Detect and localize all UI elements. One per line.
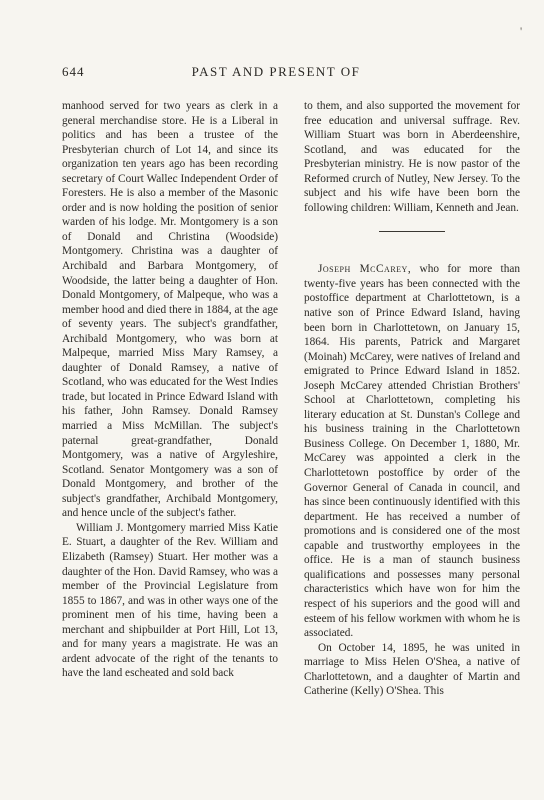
biography-name: Joseph McCarey, — [318, 263, 412, 276]
paragraph: to them, and also supported the movement for free education and universal suffrage. Rev. William Stuart was born in Aberdeenshire, Scotland, and was educated for the Presbyterian ministry. He is now pastor of the Reformed crurch of Nutley, New Jersey. To the subject and his wife have been born the following children: William, Kenneth and Jean. — [304, 100, 520, 214]
page-header — [62, 64, 490, 84]
paragraph: On October 14, 1895, he was united in marriage to Miss Helen O'Shea, a native of Charlottetown, and a daughter of Martin and Catherine (Kelly) O'Shea. This — [304, 641, 520, 698]
section-divider — [379, 231, 445, 232]
running-head: PAST AND PRESENT OF — [191, 64, 361, 79]
biography-text: who for more than twenty-five years has been connected with the postoffice department at Charlottetown, is a native son of Prince Edward Island, having been born in Charlottetown, on January 15, 1864. His parents, Patrick and Margaret (Moinah) McCarey, were natives of Ireland and emigrated to Prince Edward Island in 1852. Joseph McCarey attended Christian Brothers' School at Charlottetown, completing his literary education at St. Dunstan's College and his business training in the Charlottetown Business College. On December 1, 1880, Mr. McCarey was appointed a clerk in the Charlottetown postoffice by order of the Governor General of Canada in council, and has since been continuously identified with this department. He has received a number of promotions and is considered one of the most capable and trustworthy employees in the office. He is a man of staunch business qualifications and possesses many personal characteristics which have won for him the respect of his superiors and the good will and esteem of his fellow workmen with whom he is associated. — [304, 263, 521, 640]
right-column — [304, 99, 520, 699]
page-mark: ' — [520, 24, 523, 38]
paragraph: manhood served for two years as clerk in a general merchandise store. He is a Liberal in politics and has been a trustee of the Presbyterian church of Lot 14, and since its organization ten years ago has been recording secretary of Court Wallec Independent Order of Foresters. He is also a member of the Masonic order and is now holding the position of senior warden of his lodge. Mr. Montgomery is a son of Donald and Christina (Woodside) Montgomery. Christina was a daughter of Archibald and Barbara Montgomery, of Woodside, the latter being a daughter of Hon. Donald Montgomery, of Malpeque, who was a member hood and died there in 1884, at the age of seventy years. The subject's grandfather, Archibald Montgomery, who was born at Malpeque, married Miss Mary Ramsey, a daughter of Donald Ramsey, a native of Scotland, who was educated for the West Indies trade, but located in Prince Edward Island with his father, John Ramsey. Donald Ramsey married a Miss McMillan. The subject's paternal great-grandfather, Donald Montgomery, was a native of Argyleshire, Scotland. Senator Montgomery was a son of Donald Montgomery, and brother of the subject's grandfather, Archibald Montgomery, and hence uncle of the subject's father. — [62, 100, 278, 520]
paragraph: William J. Montgomery married Miss Katie E. Stuart, a daughter of the Rev. William and Elizabeth (Ramsey) Stuart. Her mother was a daughter of the Hon. David Ramsey, who was a member of the Provincial Legislature from 1855 to 1867, and was in other ways one of the prominent men of his time, having been a merchant and shipbuilder at Port Hill, Lot 13, and for many years a magistrate. He was an ardent advocate of the right of the tenants to have the land escheated and sold back — [62, 521, 278, 680]
page-number: 644 — [62, 64, 85, 79]
biography-paragraph — [304, 262, 520, 640]
left-column — [62, 99, 278, 681]
